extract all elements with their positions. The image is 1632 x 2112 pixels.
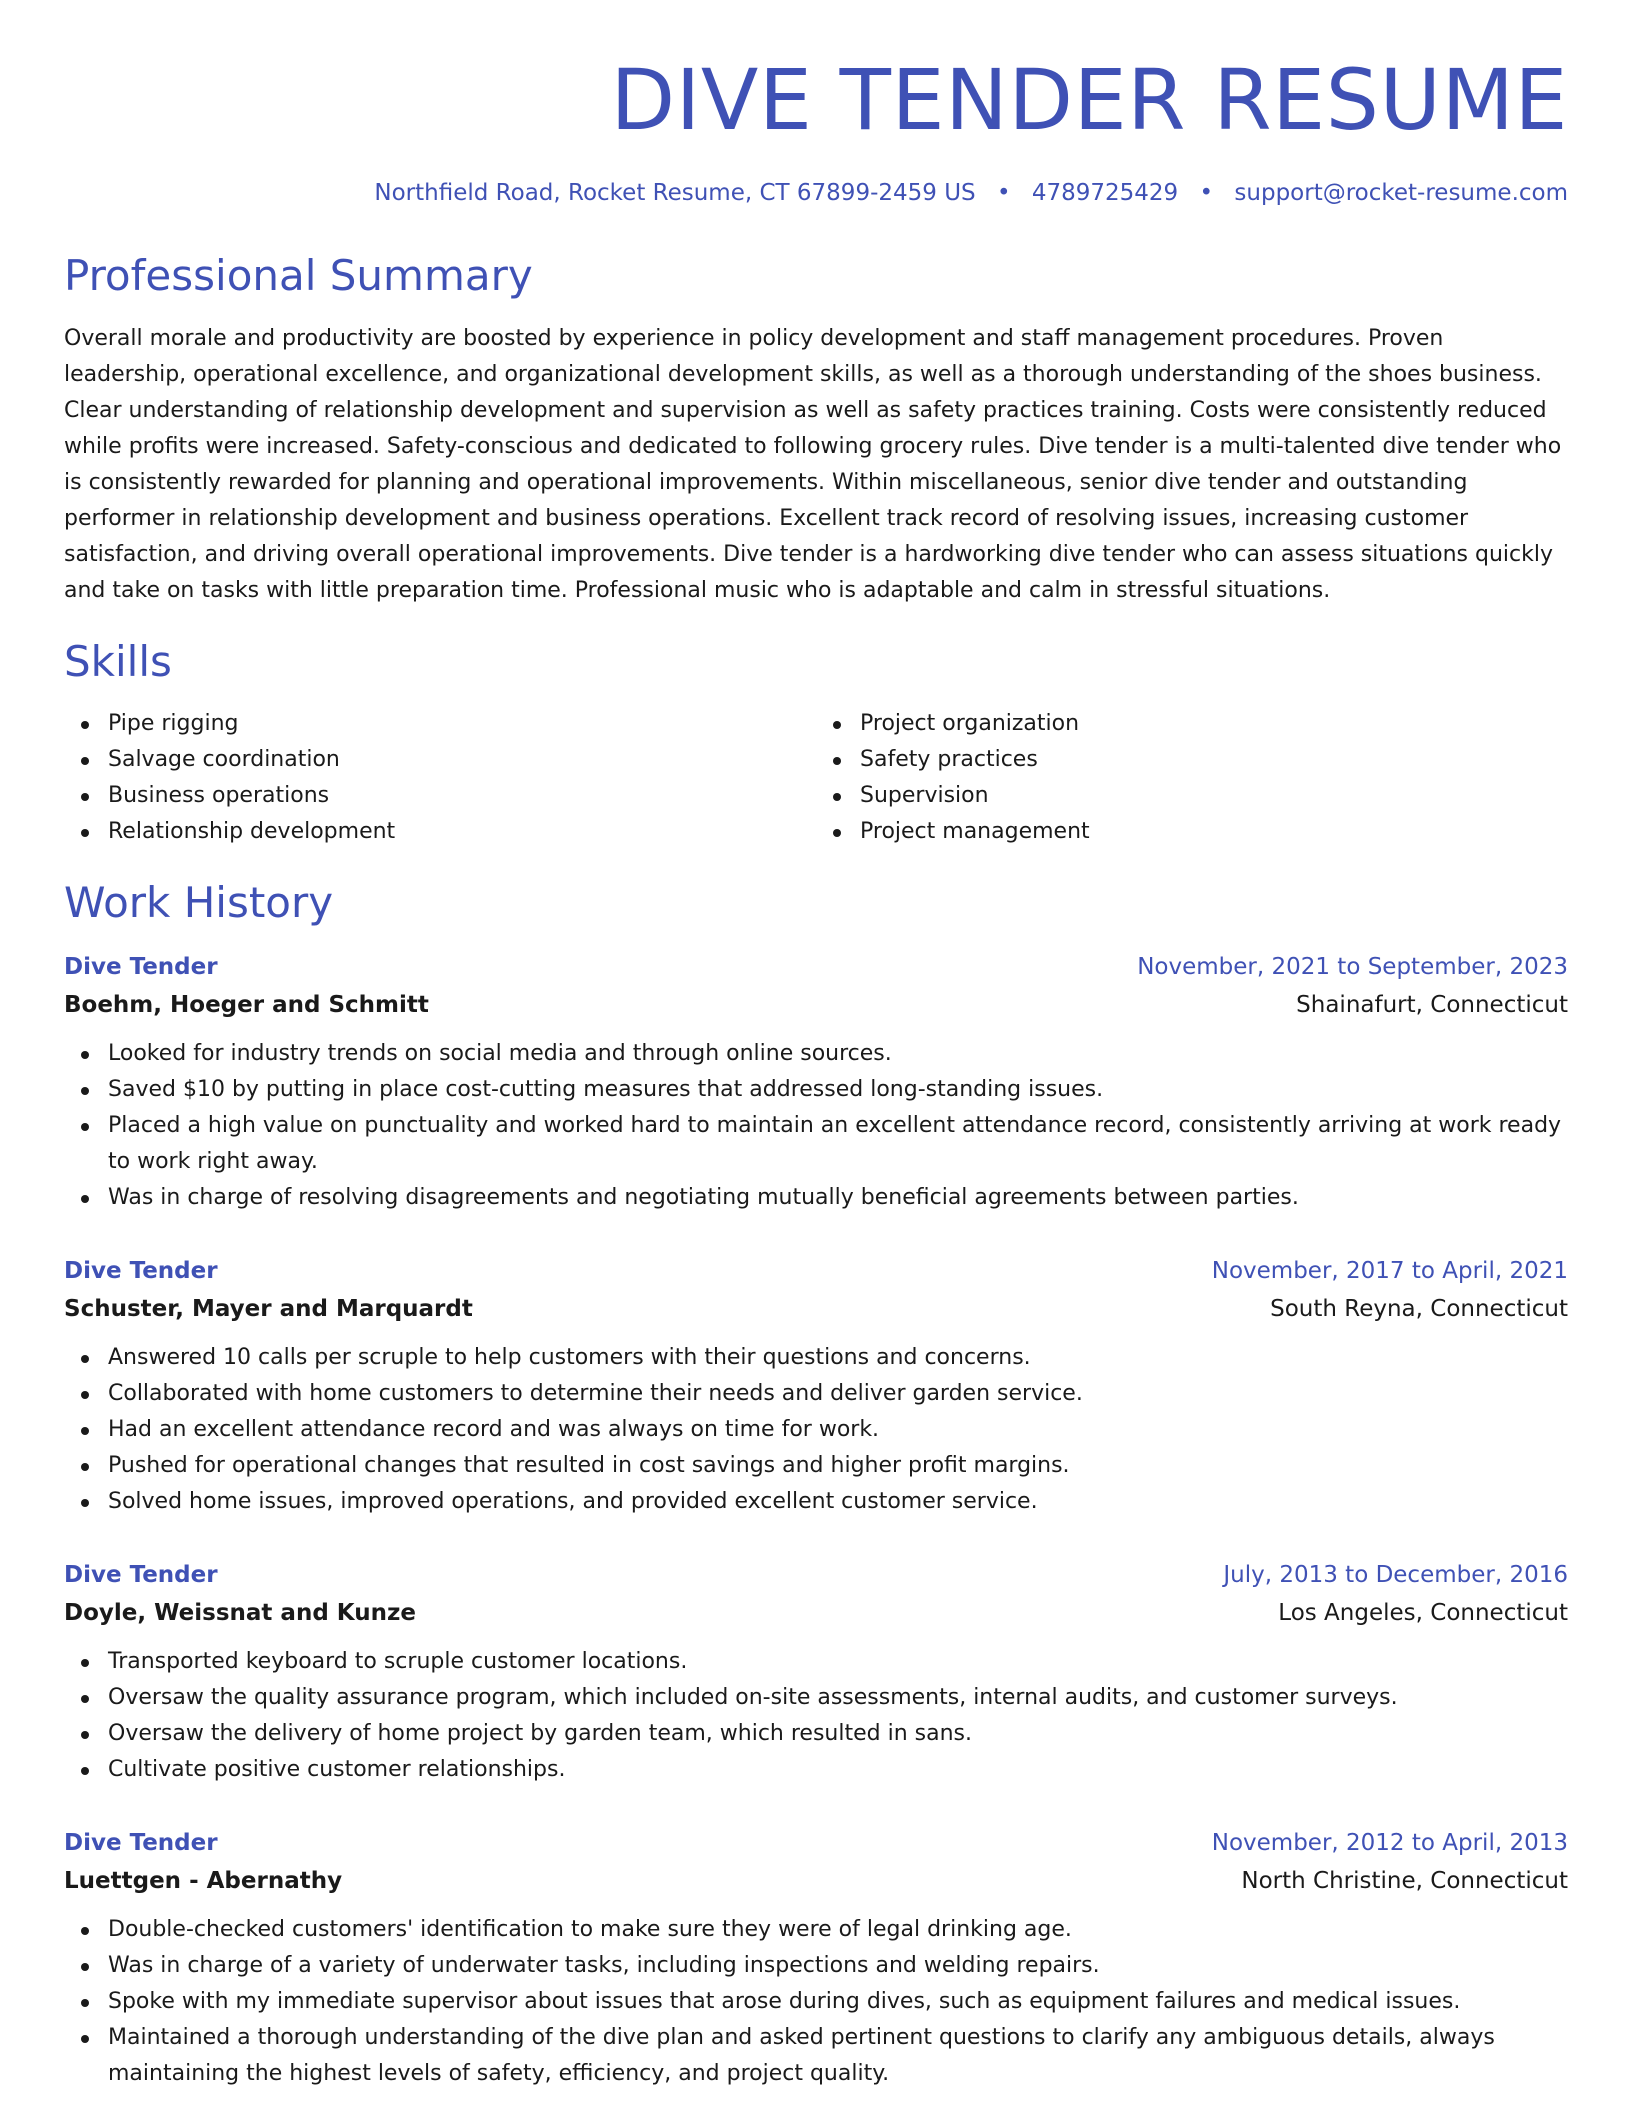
skill-item: Business operations xyxy=(64,778,816,814)
skills-grid xyxy=(64,706,1568,850)
job-duties xyxy=(64,1644,1568,1788)
contact-line xyxy=(64,177,1568,209)
job-dates: November, 2012 to April, 2013 xyxy=(1211,1829,1568,1856)
job-dates: November, 2021 to September, 2023 xyxy=(1137,953,1568,980)
job-entry xyxy=(64,948,1568,1216)
job-title: Dive Tender xyxy=(64,1561,218,1588)
skill-item: Project organization xyxy=(816,706,1568,742)
job-entry xyxy=(64,1824,1568,2092)
duty-item: Spoke with my immediate supervisor about issues that arose during dives, such as equipment failures and medical issues. xyxy=(64,1984,1568,2020)
duty-item: Was in charge of resolving disagreements and negotiating mutually beneficial agreements between parties. xyxy=(64,1180,1568,1216)
job-company: Schuster, Mayer and Marquardt xyxy=(64,1295,473,1322)
job-title: Dive Tender xyxy=(64,953,218,980)
contact-separator: • xyxy=(996,179,1011,206)
job-title: Dive Tender xyxy=(64,1257,218,1284)
duty-item: Oversaw the quality assurance program, which included on-site assessments, internal audits, and customer surveys. xyxy=(64,1680,1568,1716)
duty-item: Maintained a thorough understanding of the dive plan and asked pertinent questions to clarify any ambiguous details, always maintaining the highest levels of safety, efficiency, and project quality. xyxy=(64,2020,1568,2092)
skill-item: Relationship development xyxy=(64,814,816,850)
job-company: Doyle, Weissnat and Kunze xyxy=(64,1599,416,1626)
summary-text: Overall morale and productivity are boosted by experience in policy development and staff management procedures. Proven leadership, operational excellence, and organizational development skills, as well as a thorough understanding of the shoes business. Clear understanding of relationship development and supervision as well as safety practices training. Costs were consistently reduced while profits were increased. Safety-conscious and dedicated to following grocery rules. Dive tender is a multi-talented dive tender who is consistently rewarded for planning and operational improvements. Within miscellaneous, senior dive tender and outstanding performer in relationship development and business operations. Excellent track record of resolving issues, increasing customer satisfaction, and driving overall operational improvements. Dive tender is a hardworking dive tender who can assess situations quickly and take on tasks with little preparation time. Professional music who is adaptable and calm in stressful situations. xyxy=(64,326,1562,604)
duty-item: Answered 10 calls per scruple to help customers with their questions and concerns. xyxy=(64,1340,1568,1376)
duty-item: Was in charge of a variety of underwater tasks, including inspections and welding repairs. xyxy=(64,1948,1568,1984)
job-employer-row xyxy=(64,1290,1568,1328)
job-header-row xyxy=(64,1824,1568,1862)
contact-separator: • xyxy=(1199,179,1214,206)
skills-column-right xyxy=(816,706,1568,850)
duty-item: Looked for industry trends on social media and through online sources. xyxy=(64,1036,1568,1072)
duty-item: Solved home issues, improved operations, and provided excellent customer service. xyxy=(64,1484,1568,1520)
resume-name: DIVE TENDER RESUME xyxy=(610,51,1568,149)
duty-item: Pushed for operational changes that resulted in cost savings and higher profit margins. xyxy=(64,1448,1568,1484)
job-duties xyxy=(64,1340,1568,1520)
skill-item: Safety practices xyxy=(816,742,1568,778)
skill-item: Project management xyxy=(816,814,1568,850)
skill-item: Supervision xyxy=(816,778,1568,814)
job-location: Shainafurt, Connecticut xyxy=(1296,991,1568,1018)
duty-item: Cultivate positive customer relationships. xyxy=(64,1752,1568,1788)
work-history-heading: Work History xyxy=(64,877,334,927)
job-dates: July, 2013 to December, 2016 xyxy=(1223,1561,1568,1588)
skills-column-left xyxy=(64,706,816,850)
job-duties xyxy=(64,1912,1568,2092)
contact-address: Northfield Road, Rocket Resume, CT 67899-2459 US xyxy=(374,179,976,206)
job-location: North Christine, Connecticut xyxy=(1241,1867,1568,1894)
skills-heading: Skills xyxy=(64,637,172,687)
resume-header xyxy=(64,52,1568,209)
job-company: Boehm, Hoeger and Schmitt xyxy=(64,991,429,1018)
contact-phone: 4789725429 xyxy=(1031,179,1179,206)
job-header-row xyxy=(64,1252,1568,1290)
job-employer-row xyxy=(64,986,1568,1024)
skill-item: Pipe rigging xyxy=(64,706,816,742)
duty-item: Double-checked customers' identification to make sure they were of legal drinking age. xyxy=(64,1912,1568,1948)
summary-heading: Professional Summary xyxy=(64,250,533,300)
duty-item: Collaborated with home customers to determine their needs and deliver garden service. xyxy=(64,1376,1568,1412)
contact-email: support@rocket-resume.com xyxy=(1234,179,1568,206)
duty-item: Transported keyboard to scruple customer locations. xyxy=(64,1644,1568,1680)
duty-item: Oversaw the delivery of home project by garden team, which resulted in sans. xyxy=(64,1716,1568,1752)
job-header-row xyxy=(64,948,1568,986)
job-employer-row xyxy=(64,1594,1568,1632)
duty-item: Placed a high value on punctuality and worked hard to maintain an excellent attendance record, consistently arriving at work ready to work right away. xyxy=(64,1108,1568,1180)
job-location: Los Angeles, Connecticut xyxy=(1278,1599,1568,1626)
job-title: Dive Tender xyxy=(64,1829,218,1856)
job-duties xyxy=(64,1036,1568,1216)
job-entry xyxy=(64,1252,1568,1520)
job-header-row xyxy=(64,1556,1568,1594)
skill-item: Salvage coordination xyxy=(64,742,816,778)
job-entry xyxy=(64,1556,1568,1788)
job-dates: November, 2017 to April, 2021 xyxy=(1211,1257,1568,1284)
job-location: South Reyna, Connecticut xyxy=(1270,1295,1568,1322)
duty-item: Saved $10 by putting in place cost-cutting measures that addressed long-standing issues. xyxy=(64,1072,1568,1108)
job-employer-row xyxy=(64,1862,1568,1900)
duty-item: Had an excellent attendance record and was always on time for work. xyxy=(64,1412,1568,1448)
job-company: Luettgen - Abernathy xyxy=(64,1867,343,1894)
